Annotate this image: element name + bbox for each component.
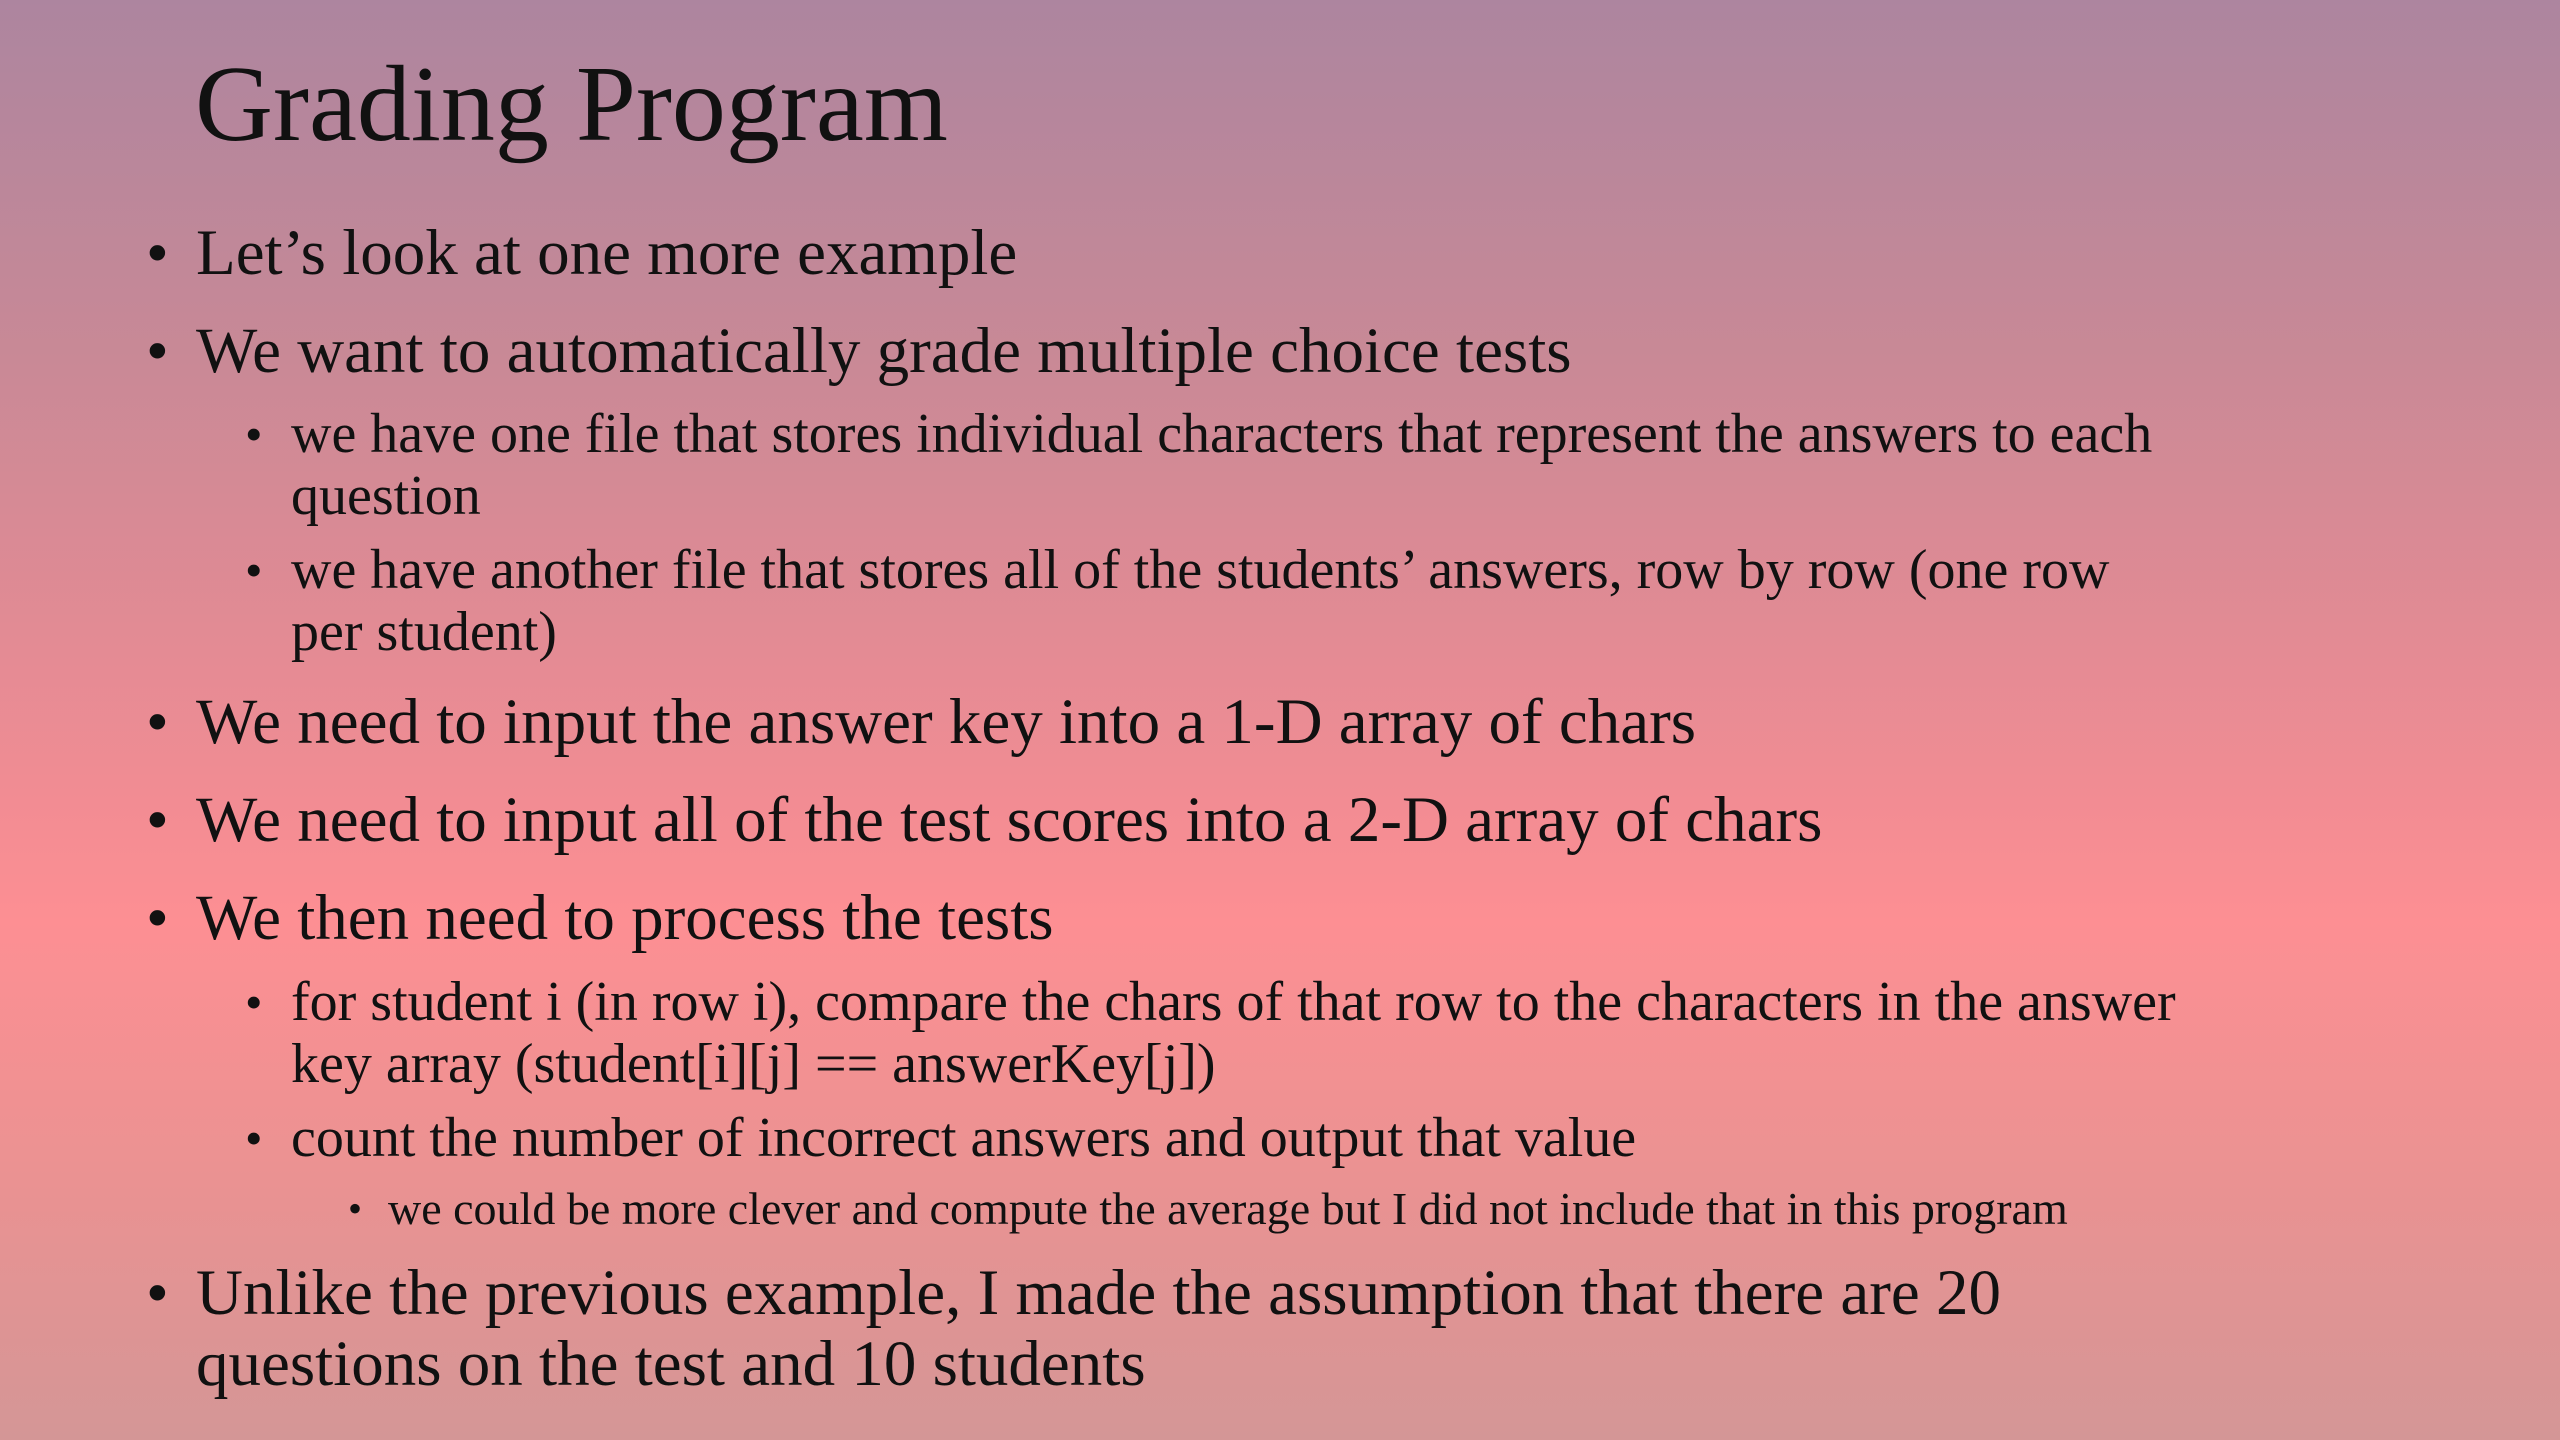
bullet-dot: • bbox=[146, 315, 169, 387]
bullet-text: count the number of incorrect answers and output that value bbox=[291, 1107, 1637, 1169]
bullet-text-line2: question bbox=[291, 465, 481, 527]
bullet-dot: • bbox=[146, 217, 169, 289]
bullet-text-line2: questions on the test and 10 students bbox=[196, 1328, 1146, 1400]
bullet-text-line1: Unlike the previous example, I made the assumption that there are 20 bbox=[196, 1257, 2001, 1329]
bullet-dot: • bbox=[146, 882, 169, 954]
bullet-text: We want to automatically grade multiple choice tests bbox=[196, 315, 1572, 387]
bullet-dot: • bbox=[245, 542, 263, 598]
bullet-text: We need to input all of the test scores into a 2-D array of chars bbox=[196, 784, 1823, 856]
bullet-dot: • bbox=[348, 1186, 363, 1231]
bullet-text-line1: we have another file that stores all of the students’ answers, row by row (one row bbox=[291, 539, 2110, 601]
sub-bullet-answer-file bbox=[245, 403, 2153, 527]
bullet-text: Let’s look at one more example bbox=[196, 217, 1018, 289]
bullet-text-line1: we have one file that stores individual characters that represent the answers to each bbox=[291, 403, 2153, 465]
bullet-text-line2: key array (student[i][j] == answerKey[j]) bbox=[291, 1033, 1216, 1095]
bullet-dot: • bbox=[245, 974, 263, 1030]
bullet-answer-key bbox=[146, 686, 1697, 758]
bullet-test-scores bbox=[146, 784, 1823, 856]
sub-bullet-compare bbox=[245, 971, 2176, 1095]
sub-bullet-student-file bbox=[245, 539, 2110, 663]
bullet-text: We then need to process the tests bbox=[196, 882, 1054, 954]
bullet-goal bbox=[146, 315, 1572, 387]
bullet-text-line1: for student i (in row i), compare the chars of that row to the characters in the answer bbox=[291, 971, 2176, 1033]
bullet-dot: • bbox=[245, 1110, 263, 1166]
bullet-dot: • bbox=[146, 784, 169, 856]
slide-title: Grading Program bbox=[195, 45, 948, 164]
bullet-dot: • bbox=[245, 406, 263, 462]
bullet-dot: • bbox=[146, 686, 169, 758]
bullet-assumption bbox=[146, 1257, 2001, 1400]
bullet-dot: • bbox=[146, 1257, 169, 1329]
bullet-intro bbox=[146, 217, 1018, 289]
sub-bullet-count bbox=[245, 1107, 1637, 1169]
bullet-process bbox=[146, 882, 1054, 954]
sub-sub-bullet-average bbox=[348, 1183, 2068, 1235]
bullet-text: we could be more clever and compute the average but I did not include that in this program bbox=[388, 1183, 2068, 1234]
bullet-text: We need to input the answer key into a 1-D array of chars bbox=[196, 686, 1697, 758]
bullet-text-line2: per student) bbox=[291, 601, 557, 663]
